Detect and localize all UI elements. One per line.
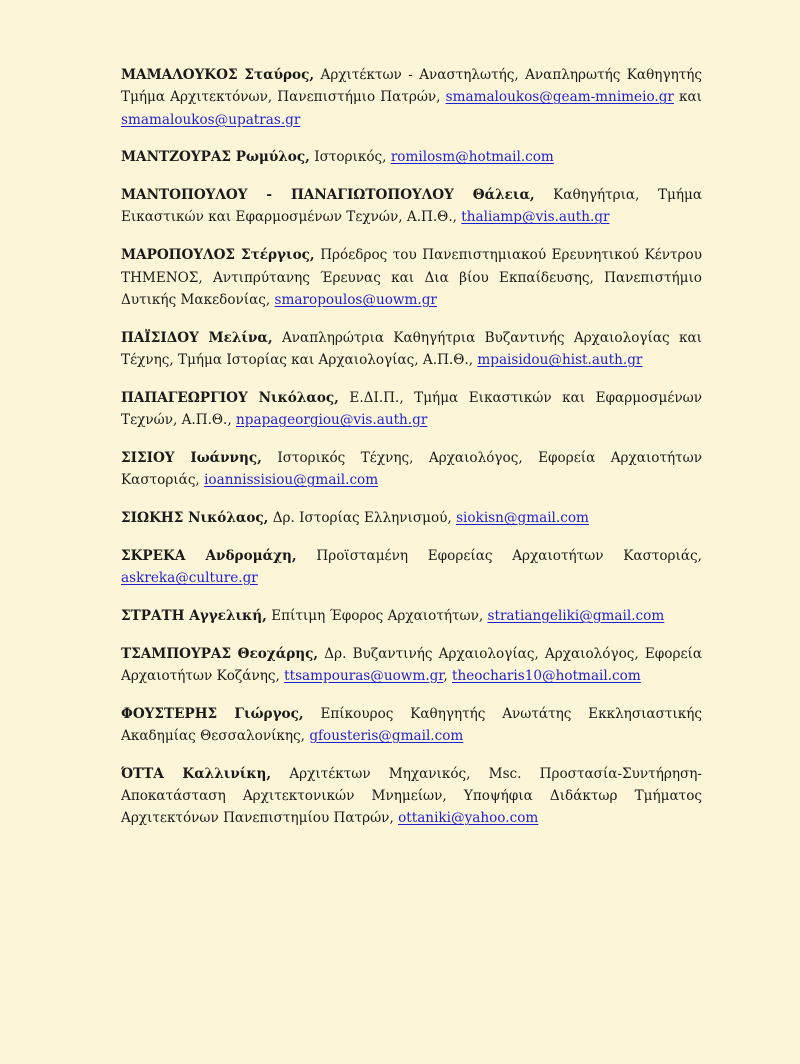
- contributor-description: Δρ. Βυζαντινής Αρχαιολογίας, Αρχαιολόγος, Εφορεία Αρχαιοτήτων Κοζάνης,: [121, 645, 703, 684]
- contributors-list: [121, 64, 702, 845]
- contributor-description: Καθηγήτρια, Τμήμα Εικαστικών και Εφαρμοσμένων Τεχνών, Α.Π.Θ.,: [121, 187, 702, 226]
- contributor-name: ΠΑΪΣΙΔΟΥ Μελίνα,: [121, 329, 273, 346]
- email-link[interactable]: smamaloukos@geam-mnimeio.gr: [445, 89, 674, 106]
- contributor-entry: [121, 447, 702, 492]
- contributor-entry: [121, 605, 702, 627]
- contributor-name: ΤΣΑΜΠΟΥΡΑΣ Θεοχάρης,: [121, 645, 319, 662]
- contributor-entry: [121, 244, 702, 311]
- email-link[interactable]: npapageorgiou@vis.auth.gr: [236, 412, 428, 429]
- email-link[interactable]: siokisn@gmail.com: [456, 509, 589, 526]
- email-link[interactable]: stratiangeliki@gmail.com: [487, 607, 665, 624]
- contributor-entry: [121, 387, 702, 432]
- contributor-entry: [121, 643, 702, 688]
- email-link[interactable]: theocharis10@hotmail.com: [452, 667, 641, 684]
- contributor-description: Ιστορικός Τέχνης, Αρχαιολόγος, Εφορεία Αρχαιοτήτων Καστοριάς,: [121, 449, 702, 489]
- contributor-description: Προϊσταμένη Εφορείας Αρχαιοτήτων Καστοριάς,: [296, 547, 702, 564]
- contributor-description: Αρχιτέκτων Μηχανικός, Msc. Προστασία-Συντήρηση-Αποκατάσταση Αρχιτεκτονικών Μνημείων, Υποψήφια Διδάκτωρ Τμήματος Αρχιτεκτόνων Πανεπιστημίου Πατρών,: [121, 765, 702, 827]
- contributor-entry: [121, 64, 702, 131]
- contributor-name: ΌΤΤΑ Καλλινίκη,: [121, 765, 272, 782]
- contributor-name: ΜΑΝΤΖΟΥΡΑΣ Ρωμύλος,: [121, 149, 310, 166]
- contributor-description: Επίτιμη Έφορος Αρχαιοτήτων,: [266, 607, 488, 624]
- email-separator: ,: [443, 667, 453, 684]
- email-link[interactable]: thaliamp@vis.auth.gr: [461, 209, 610, 226]
- contributor-name: ΜΑΜΑΛΟΥΚΟΣ Σταύρος,: [121, 67, 315, 83]
- contributor-name: ΜΑΝΤΟΠΟΥΛΟΥ - ΠΑΝΑΓΙΩΤΟΠΟΥΛΟΥ Θάλεια,: [121, 187, 535, 204]
- email-link[interactable]: gfousteris@gmail.com: [309, 728, 464, 745]
- email-link[interactable]: mpaisidou@hist.auth.gr: [477, 351, 643, 368]
- contributor-description: Αναπληρώτρια Καθηγήτρια Βυζαντινής Αρχαιολογίας και Τέχνης, Τμήμα Ιστορίας και Αρχαιολογίας, Α.Π.Θ.,: [121, 329, 703, 368]
- contributor-description: Επίκουρος Καθηγητής Ανωτάτης Εκκλησιαστικής Ακαδημίας Θεσσαλονίκης,: [121, 705, 702, 745]
- contributor-description: Δρ. Ιστορίας Ελληνισμού,: [268, 509, 457, 526]
- email-link[interactable]: askreka@culture.gr: [121, 570, 258, 587]
- contributor-name: ΣΙΣΙΟΥ Ιωάννης,: [121, 449, 262, 466]
- contributor-entry: [121, 703, 702, 748]
- contributor-description: Ιστορικός,: [309, 149, 391, 166]
- contributor-entry: [121, 184, 702, 229]
- contributor-entry: [121, 545, 702, 590]
- email-link[interactable]: ottaniki@yahoo.com: [398, 810, 539, 827]
- contributor-name: ΦΟΥΣΤΕΡΗΣ Γιώργος,: [121, 705, 304, 722]
- email-link[interactable]: smaropoulos@uowm.gr: [274, 291, 437, 308]
- contributor-entry: [121, 763, 702, 830]
- contributor-name: ΜΑΡΟΠΟΥΛΟΣ Στέργιος,: [121, 247, 315, 264]
- email-link[interactable]: ioannissisiou@gmail.com: [204, 472, 379, 489]
- contributor-entry: [121, 146, 702, 168]
- contributor-description: Αρχιτέκτων - Αναστηλωτής, Αναπληρωτής Καθηγητής Τμήμα Αρχιτεκτόνων, Πανεπιστήμιο Πατρών,: [121, 67, 702, 106]
- email-link[interactable]: romilosm@hotmail.com: [390, 149, 554, 166]
- contributor-name: ΠΑΠΑΓΕΩΡΓΙΟΥ Νικόλαος,: [121, 389, 339, 406]
- contributor-entry: [121, 327, 702, 372]
- contributor-name: ΣΙΩΚΗΣ Νικόλαος,: [121, 509, 269, 526]
- email-link[interactable]: ttsampouras@uowm.gr: [284, 667, 444, 684]
- contributor-name: ΣΚΡΕΚΑ Ανδρομάχη,: [121, 547, 297, 564]
- contributor-name: ΣΤΡΑΤΗ Αγγελική,: [121, 607, 267, 624]
- email-separator: και: [673, 89, 703, 106]
- contributor-description: Πρόεδρος του Πανεπιστημιακού Ερευνητικού Κέντρου ΤΗΜΕΝΟΣ, Αντιπρύτανης Έρευνας και Δια βίου Εκπαίδευσης, Πανεπιστήμιο Δυτικής Μακεδονίας,: [121, 247, 702, 308]
- contributor-description: Ε.ΔΙ.Π., Τμήμα Εικαστικών και Εφαρμοσμένων Τεχνών, Α.Π.Θ.,: [121, 389, 703, 429]
- contributor-entry: [121, 507, 702, 529]
- email-link[interactable]: smamaloukos@upatras.gr: [121, 111, 301, 128]
